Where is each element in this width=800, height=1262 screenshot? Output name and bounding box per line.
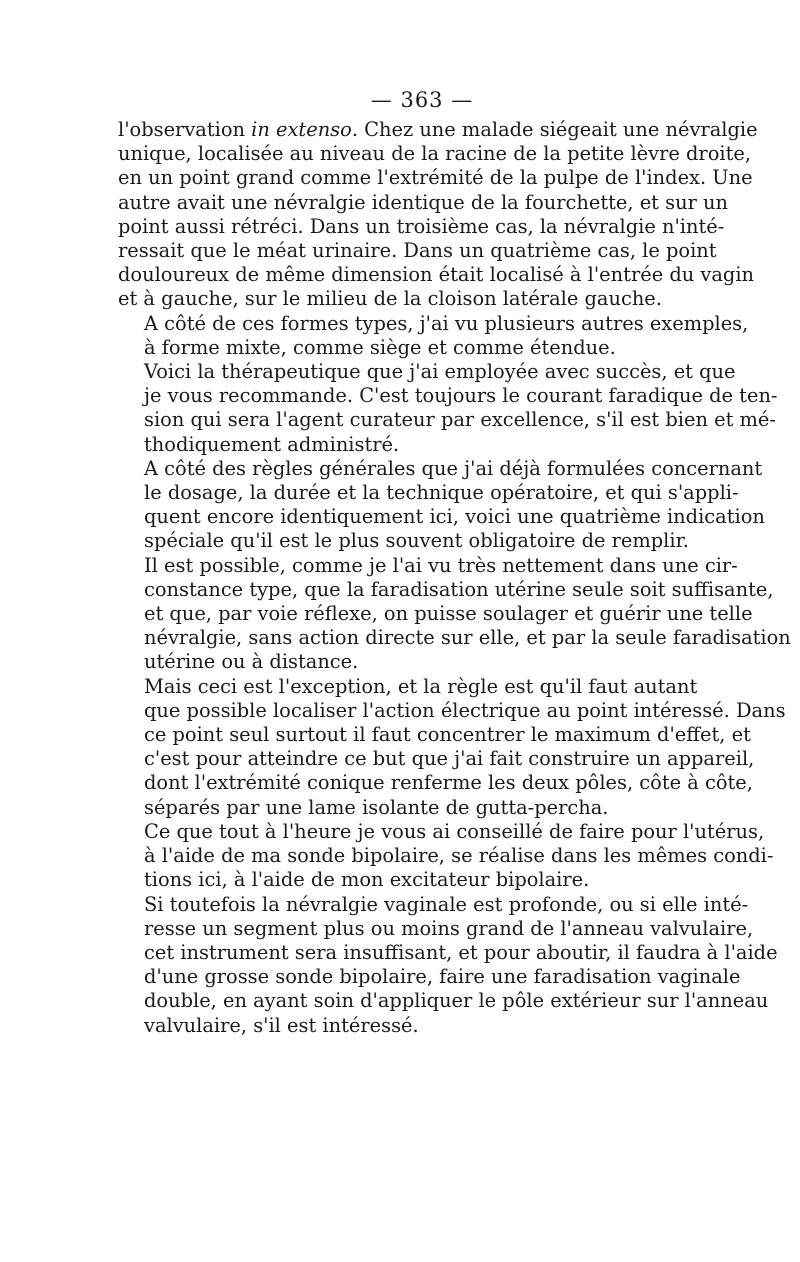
text-line: resse un segment plus ou moins grand de l'anneau valvulaire, [144, 916, 754, 940]
text-line: sion qui sera l'agent curateur par excellence, s'il est bien et mé- [144, 408, 776, 432]
text-line: dont l'extrémité conique renferme les deux pôles, côte à côte, [144, 771, 753, 795]
text-line: valvulaire, s'il est intéressé. [144, 1013, 419, 1037]
text-line: à l'aide de ma sonde bipolaire, se réalise dans les mêmes condi- [144, 844, 774, 868]
text-line: névralgie, sans action directe sur elle, et par la seule faradisation [144, 626, 791, 650]
text-line: cet instrument sera insuffisant, et pour aboutir, il faudra à l'aide [144, 940, 778, 964]
text-line: thodiquement administré. [144, 432, 400, 456]
text-line: Voici la thérapeutique que j'ai employée avec succès, et que [144, 360, 736, 384]
book-page [118, 88, 791, 1038]
text-line: A côté de ces formes types, j'ai vu plusieurs autres exemples, [144, 311, 749, 335]
text-line: le dosage, la durée et la technique opératoire, et qui s'appli- [144, 481, 739, 505]
paragraph [118, 819, 774, 893]
text-line: unique, localisée au niveau de la racine de la petite lèvre droite, [118, 142, 752, 166]
text-line: c'est pour atteindre ce but que j'ai fait construire un appareil, [144, 747, 755, 771]
text-line: ressait que le méat urinaire. Dans un quatrième cas, le point [118, 239, 717, 263]
text-segment: . Chez une malade siégeait une névralgie [351, 118, 758, 141]
text-line: quent encore identiquement ici, voici une quatrième indication [144, 505, 765, 529]
text-line: je vous recommande. C'est toujours le courant faradique de ten- [144, 384, 778, 408]
paragraph [118, 674, 786, 820]
text-line: Mais ceci est l'exception, et la règle est qu'il faut autant [144, 674, 698, 698]
paragraph [118, 118, 758, 312]
text-line: en un point grand comme l'extrémité de la pulpe de l'index. Une [118, 166, 753, 190]
page-number: — 363 — [370, 88, 474, 112]
text-line: séparés par une lame isolante de gutta-percha. [144, 795, 609, 819]
text-line: autre avait une névralgie identique de la fourchette, et sur un [118, 190, 728, 214]
text-line: d'une grosse sonde bipolaire, faire une faradisation vaginale [144, 965, 741, 989]
text-line: constance type, que la faradisation utérine seule soit suffisante, [144, 577, 774, 601]
paragraph [118, 553, 791, 675]
text-line: douloureux de même dimension était localisé à l'entrée du vagin [118, 263, 755, 287]
paragraph [118, 360, 778, 457]
body-text [118, 118, 791, 1038]
text-line: que possible localiser l'action électrique au point intéressé. Dans [144, 698, 786, 722]
text-line [118, 118, 758, 142]
text-line: A côté des règles générales que j'ai déjà formulées concernant [144, 456, 763, 480]
paragraph [118, 456, 765, 554]
text-segment: l'observation [118, 118, 252, 141]
text-line: et à gauche, sur le milieu de la cloison latérale gauche. [118, 287, 662, 311]
text-line: tions ici, à l'aide de mon excitateur bipolaire. [144, 868, 590, 892]
text-line: spéciale qu'il est le plus souvent obligatoire de remplir. [144, 529, 689, 553]
text-line: Si toutefois la névralgie vaginale est profonde, ou si elle inté- [144, 892, 749, 916]
text-line: ce point seul surtout il faut concentrer le maximum d'effet, et [144, 723, 751, 747]
text-line: Ce que tout à l'heure je vous ai conseillé de faire pour l'utérus, [144, 819, 765, 843]
text-line: à forme mixte, comme siège et comme étendue. [144, 335, 616, 359]
italic-phrase: in extenso [251, 118, 352, 141]
text-line: Il est possible, comme je l'ai vu très nettement dans une cir- [144, 553, 738, 577]
text-line: point aussi rétréci. Dans un troisième cas, la névralgie n'inté- [118, 214, 725, 238]
paragraph [118, 311, 749, 360]
text-line: utérine ou à distance. [144, 650, 359, 674]
paragraph [118, 892, 778, 1038]
text-line: double, en ayant soin d'appliquer le pôle extérieur sur l'anneau [144, 989, 769, 1013]
text-line: et que, par voie réflexe, on puisse soulager et guérir une telle [144, 602, 753, 626]
